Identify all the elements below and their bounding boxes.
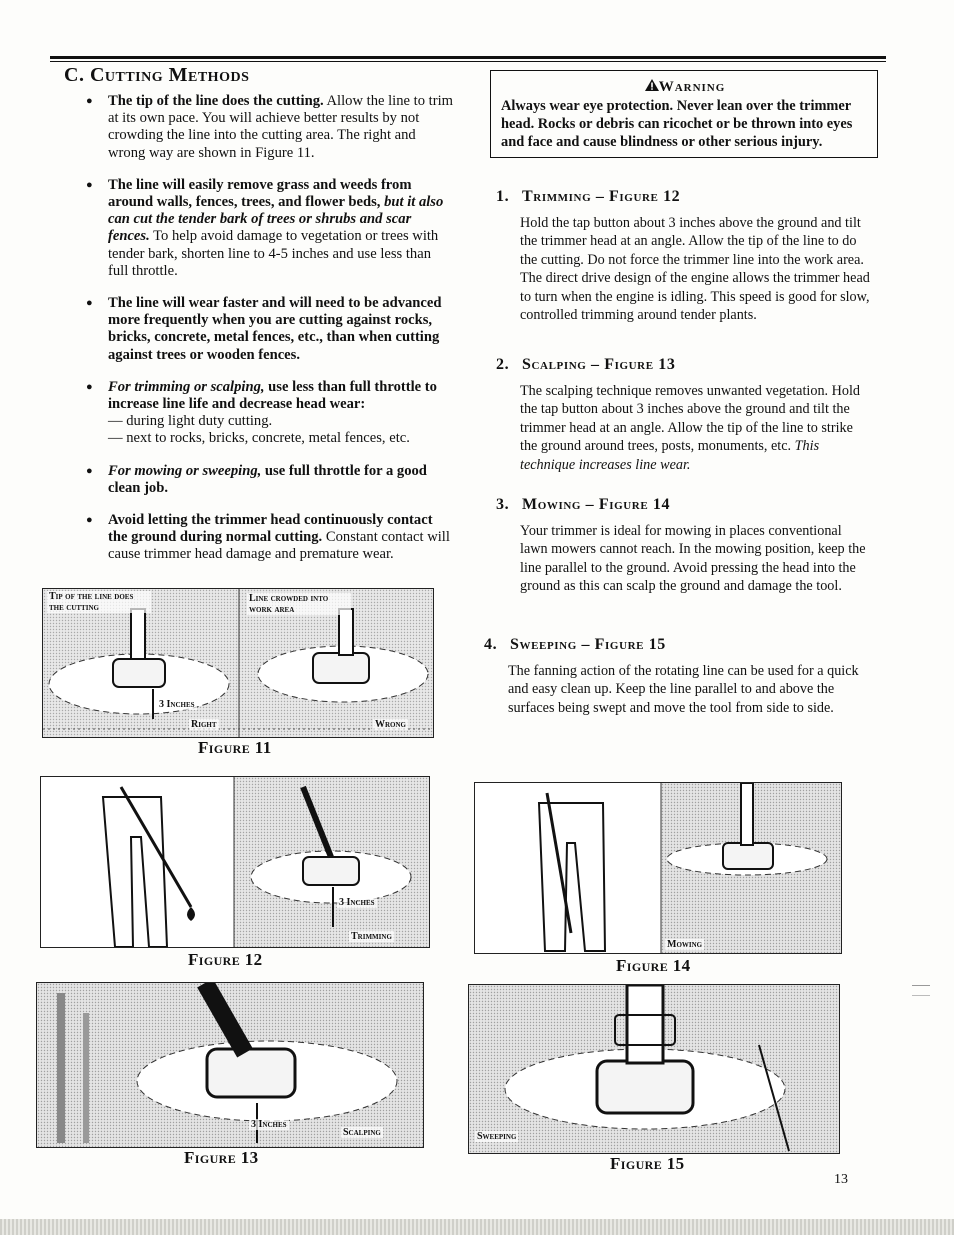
figure-caption: Figure 12 [188,950,263,969]
section-heading-text: Mowing – Figure 14 [522,496,671,513]
section-number: 3. [496,496,510,513]
tip-item [64,295,454,364]
figure-label: 3 Inches [159,699,195,710]
figure-caption: Figure 15 [610,1154,685,1173]
section-text: The fanning action of the rotating line can be used for a quick and easy clean up. Keep the line parallel to and above the surfaces being swept and move the tool from side to side. [508,663,859,716]
figure-caption: Figure 14 [616,956,691,975]
figure-14-image [474,782,842,954]
tip-bold: The tip of the line does the cutting. [108,93,324,109]
scan-edge-band [0,1219,954,1235]
warning-title-text: Warning [658,79,726,95]
figure-label: Right [191,719,217,730]
figure-label: 3 Inches [251,1119,287,1130]
section-heading [496,356,872,374]
section-heading [484,636,860,654]
figure-label: Trimming [351,931,392,942]
section-text: The scalping technique removes unwanted vegetation. Hold the tap button about 3 inches above the ground and tilt the trimmer head at an angle. Allow the tip of the line to strike the ground around trees, posts, monuments, etc. [520,383,861,455]
left-column [64,64,454,579]
section-mowing [496,496,872,596]
figure-caption: Figure 13 [184,1148,259,1167]
tip-subline: — next to rocks, bricks, concrete, metal fences, etc. [108,430,410,447]
section-text: Hold the tap button about 3 inches above the ground and tilt the trimmer head at an angle. Allow the tip of the line to do the cutting. Do not force the trimmer line into the work area. The direct drive design of the engine allows the trimmer head to turn when the engine is idling. This speed is good for slow, controlled trimming around tender plants. [520,215,870,324]
tip-italic: For trimming or scalping, [108,378,265,395]
section-heading-text: Trimming – Figure 12 [522,188,681,205]
tip-text: Constant contact will cause trimmer head damage and premature wear. [108,529,450,563]
figure-11-image [42,588,434,738]
section-scalping [496,356,872,474]
warning-body: Always wear eye protection. Never lean over the trimmer head. Rocks or debris can ricochet or be thrown into eyes and face and cause blindness or other serious injury. [501,98,853,150]
tip-item [64,177,454,280]
figure-label: Line crowded into work area [247,593,351,615]
figure-label: Scalping [343,1127,381,1138]
tip-bold: use less than full throttle to increase line life and decrease head wear: [108,378,437,413]
page-number: 13 [834,1172,848,1187]
figure-label: Sweeping [477,1131,517,1142]
tip-subline: — during light duty cutting. [108,413,273,430]
section-heading-text: Sweeping – Figure 15 [510,636,666,653]
section-text-wrap [520,382,872,474]
figure-13-image [36,982,424,1148]
section-heading [496,188,872,206]
tip-text: To help avoid damage to vegetation or trees with tender bark, shorten line to 4-5 inches and use less than full throttle. [108,228,439,279]
cutting-tips-list [64,93,454,564]
section-trimming [496,188,872,324]
figure-label: Mowing [667,939,703,950]
section-sweeping [484,636,860,717]
figure-12-image [40,776,430,948]
figure-label: Tip of the line does the cutting [47,591,151,613]
tip-bold: The line will easily remove grass and weeds from around walls, fences, trees, and flower beds, [108,176,412,211]
section-heading-text: Scalping – Figure 13 [522,356,676,373]
tip-italic: For mowing or sweeping, [108,462,262,479]
section-number: 4. [484,636,498,653]
edge-mark [912,985,930,986]
top-rule [50,56,886,59]
tip-bold: The line will wear faster and will need to be advanced more frequently when you are cutting against rocks, bricks, concrete, metal fences, etc., than when cutting against trees or wooden fences. [108,295,442,363]
tip-bold: Avoid letting the trimmer head continuously contact the ground during normal cutting. [108,512,433,546]
tip-bold: use full throttle for a good clean job. [108,462,427,496]
warning-box [490,70,878,158]
section-title: C. Cutting Methods [64,64,250,86]
warning-triangle-icon [645,79,659,96]
tip-text: Allow the line to trim at its own pace. You will achieve better results by not crowding the line into the cutting area. The right and wrong way are shown in Figure 11. [108,93,453,161]
top-rule-thin [50,61,886,62]
warning-title [501,79,869,96]
section-heading [496,496,872,514]
section-number: 1. [496,188,510,205]
section-text-italic: This technique increases line wear. [520,438,820,473]
figure-label: 3 Inches [339,897,375,908]
figure-label: Wrong [375,719,406,730]
section-text: Your trimmer is ideal for mowing in places conventional lawn mowers cannot reach. In the mowing position, keep the line parallel to the ground. Avoid pressing the head into the ground as this can scalp the ground and damage the tool. [520,523,866,595]
figure-15-image [468,984,840,1154]
tip-item [64,379,454,448]
tip-item [64,463,454,497]
tip-item [64,93,454,162]
edge-mark [912,995,930,996]
figure-caption: Figure 11 [198,738,272,757]
tip-item [64,512,454,564]
tip-bold-italic: but it also can cut the tender bark of trees or shrubs and scar fences. [108,194,444,245]
section-number: 2. [496,356,510,373]
